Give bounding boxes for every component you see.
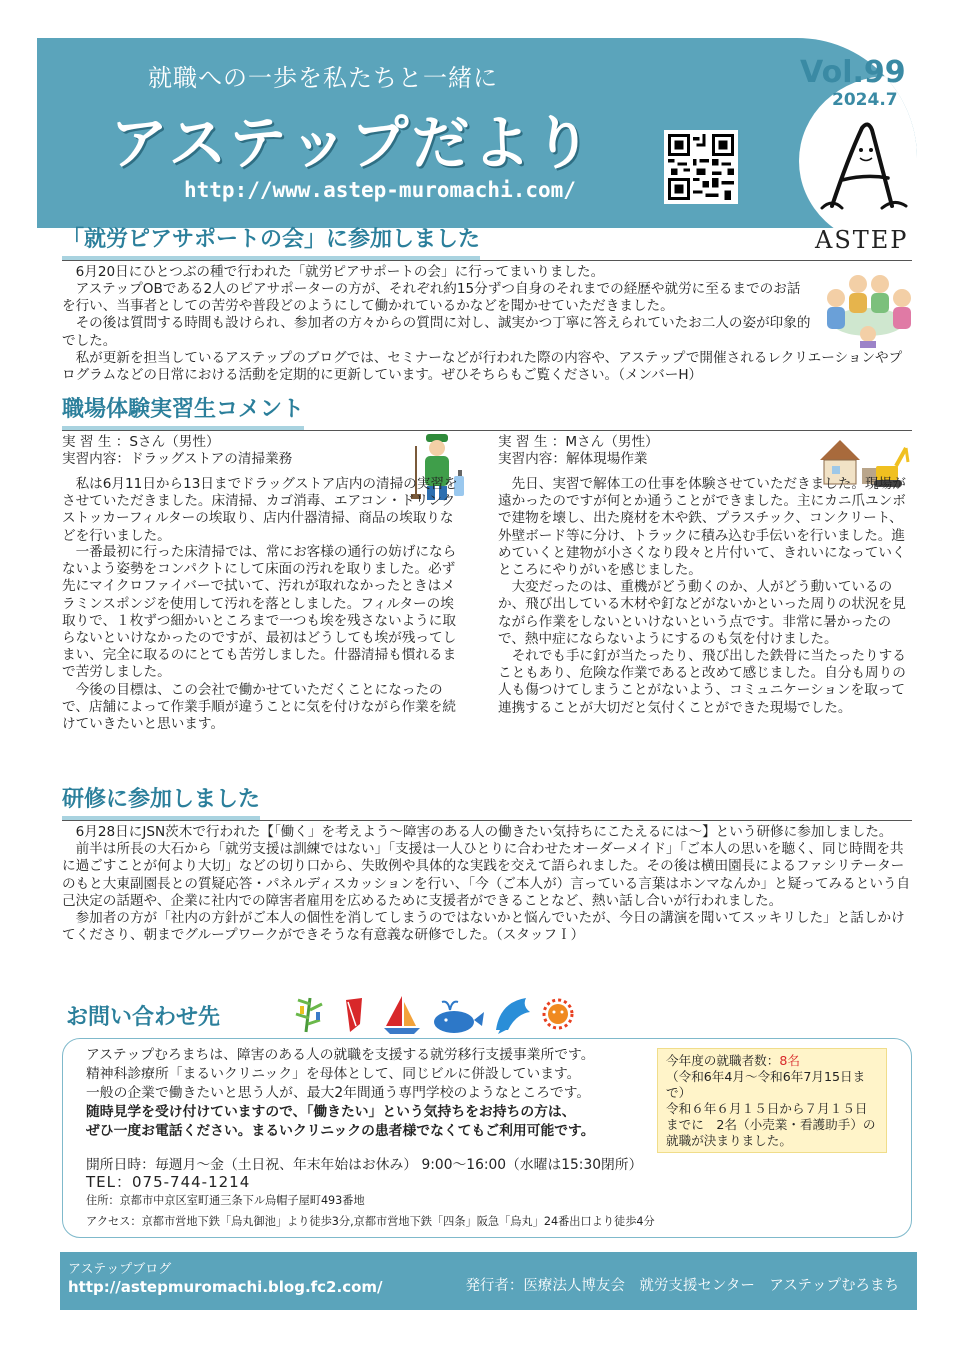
stats-label: 今年度の就職者数： (666, 1053, 780, 1068)
website-url[interactable]: http://www.astep-muromachi.com/ (184, 178, 576, 202)
access-directions: アクセス：京都市営地下鉄「烏丸御池」より徒歩3分,京都市営地下鉄「四条」阪急「烏丸」24番出口より徒歩4分 (86, 1215, 655, 1228)
blog-url[interactable]: http://astepmuromachi.blog.fc2.com/ (68, 1278, 383, 1296)
content-label: 実習内容： (62, 451, 130, 467)
divider (62, 430, 912, 431)
paragraph: 6月28日にJSN茨木で行われた【「働く」を考えよう～障害のある人の働きたい気持ちにこたえるには～】という研修に参加しました。 (75, 824, 893, 840)
summer-icons-decoration (290, 992, 580, 1036)
trainee-label: 実 習 生 ： (498, 434, 566, 450)
training-heading: 研修に参加しました (62, 786, 260, 820)
paragraph: 一番最初に行った床清掃では、常にお客様の通行の妨げにならないよう姿勢をコンパクトにして床面の汚れを取りました。必ず先にマイクロファイバーで拭いて、汚れが取れなかったときはメラミンスポンジを使用して汚れを落としました。フィルターの埃取りで、１枚ずつ細かいところまで一つも埃を残さないように取らないといけなかったのですが、最初はどうしても埃が残ってしまい、完全に取るのにとても苦労しました。什器清掃も慣れるまで苦労しました。 (62, 544, 457, 681)
workplace-heading: 職場体験実習生コメント (62, 396, 304, 430)
paragraph: 参加者の方が「社内の方針がご本人の個性を消してしまうのではないかと悩んでいたが、今日の講演を聞いてスッキリした」と話しかけてくださり、朝までグループワークができそうな有意義な研修でした。（スタッフＩ） (62, 910, 905, 944)
peer-support-heading: 「就労ピアサポートの会」に参加しました (62, 226, 480, 260)
stats-recent: 令和６年６月１５日から７月１５日までに 2名（小売業・看護助手）の就職が決まりました。 (666, 1101, 876, 1148)
footer-bar (60, 1252, 917, 1310)
blog-label: アステップブログ (68, 1262, 172, 1277)
paragraph: 前半は所長の大石から「就労支援は訓練ではない」「支援は一人ひとりに合わせたオーダーメイド」「ご本人の思いを聴く、同じ時間を共に過ごすことが何より大切」などの切り口から、失敗例や具体的な実践を交えて語られました。その後は横田園長によるファシリテーターのもと大東副園長との質疑応答・パネルディスカッションを行い、「今（ご本人が）言っている言葉はホンマなんか」と疑ってみるという自己決定の話題や、企業に社内での障害者雇用を広めるために支援者ができることなど、熱い話し合いが行われました。 (62, 841, 911, 909)
paragraph: その後は質問する時間も設けられ、参加者の方々からの質問に対し、誠実かつ丁寧に答えられていたお二人の姿が印象的でした。 (62, 315, 811, 349)
issue-date: 2024.7 (832, 90, 898, 110)
dolphin-icon (496, 998, 530, 1034)
contact-line: 精神科診療所「まるいクリニック」を母体として、同じビルに併設しています。 (86, 1066, 581, 1082)
employment-stats-box (657, 1048, 887, 1153)
telephone-number[interactable]: TEL：075-744-1214 (86, 1173, 251, 1191)
address: 住所：京都市中京区室町通三条下ル烏帽子屋町493番地 (86, 1194, 365, 1207)
paragraph: 今後の目標は、この会社で働かせていただくことになったので、店舗によって作業手順が違うことに気を付けながら作業を続けていきたいと思います。 (62, 681, 456, 733)
streamer-icon (346, 998, 362, 1032)
paragraph: アステップOBである2人のピアサポーターの方が、それぞれ約15分ずつ自身のそれまでの経歴や就労に至るまでのお話を行い、当事者としての苦労や普段どのようにして働かれているかなどを聞かせていただきました。 (62, 281, 801, 315)
paragraph: 私が更新を担当しているアステップのブログでは、セミナーなどが行われた際の内容や、アステップで開催されるレクリエーションやプログラムなどの日常における活動を定期的に更新しています。ぜひそちらもご覧ください。（メンバーH） (62, 350, 903, 384)
left-trainee-info (62, 434, 402, 468)
astep-logo: ASTEP (815, 226, 909, 254)
contact-line: 随時見学を受け付けていますので、「働きたい」という気持ちをお持ちの方は、 (86, 1104, 576, 1120)
contact-line: アステップむろまちは、障害のある人の就職を支援する就労移行支援事業所です。 (86, 1047, 595, 1063)
group-meeting-illustration (818, 262, 918, 348)
sun-icon (544, 1000, 572, 1028)
tagline: 就職への一歩を私たちと一緒に (148, 64, 498, 92)
peer-support-body (62, 281, 814, 350)
tanabata-bamboo-icon (296, 998, 322, 1032)
contact-description (86, 1046, 656, 1141)
left-comment-body (62, 544, 467, 733)
left-comment-opening (62, 476, 467, 545)
paragraph: 大変だったのは、重機がどう動くのか、人がどう動いているのか、飛び出している木材や釘などがないかといった周りの状況を見ながら作業をしないといけないという点です。非常に暑かったので、熱中症にならないようにするのも気を付けました。 (498, 579, 906, 647)
right-trainee-info (498, 434, 798, 468)
sailboat-icon (384, 996, 420, 1034)
peer-support-blog-note (62, 350, 912, 384)
paragraph: 先日、実習で解体工の仕事を体験させていただきました。現場が遠かったのですが何とか通うことができました。主にカニ爪ユンボで建物を壊し、出た廃材を木や鉄、プラスチック、コンクリート、外壁ボード等に分け、トラックに積み込む手伝いを行いました。進めていくと建物が小さくなり段々と片付いて、きれいになっていくところにやりがいを感じました。 (498, 476, 906, 579)
trainee-name: Mさん（男性） (565, 434, 659, 450)
opening-hours: 開所日時：毎週月～金（土日祝、年末年始はお休み） 9:00～16:00（水曜は15:30閉所） (86, 1157, 643, 1173)
mascot-letter-a-icon (818, 118, 908, 218)
paragraph: 私は6月11日から13日までドラッグストア店内の清掃の実習をさせていただきました。床清掃、カゴ消毒、エアコン・ドリンクストッカーフィルターの埃取り、店内什器清掃、商品の埃取りなどを行いました。 (62, 476, 458, 544)
divider (62, 260, 912, 261)
stats-period: （令和6年4月～令和6年7月15日まで） (666, 1069, 866, 1100)
divider (62, 820, 912, 821)
newsletter-title: アステップだより (110, 109, 595, 177)
paragraph: それでも手に釘が当たったり、飛び出した鉄骨に当たったりすることもあり、危険な作業であると改めて感じました。自分も周りの人も傷つけてしまうことがないよう、コミュニケーションを取って連携することが大切だと気付くことができた現場でした。 (498, 648, 906, 716)
trainee-label: 実 習 生 ： (62, 434, 130, 450)
right-comment-body (498, 476, 910, 717)
paragraph: 6月20日にひとつぶの種で行われた「就労ピアサポートの会」に行ってまいりました。 (75, 264, 605, 280)
contact-line: 一般の企業で働きたいと思う人が、最大2年間通う専門学校のようなところです。 (86, 1085, 591, 1101)
content-label: 実習内容： (498, 451, 566, 467)
volume-number: Vol.99 (800, 55, 906, 90)
publisher: 発行者：医療法人博友会 就労支援センター アステップむろまち (465, 1278, 899, 1294)
training-content: 解体現場作業 (565, 451, 648, 467)
contact-line: ぜひ一度お電話ください。まるいクリニックの患者様でなくてもご利用可能です。 (86, 1123, 595, 1139)
peer-support-intro (62, 264, 814, 281)
training-content: ドラッグストアの清掃業務 (129, 451, 293, 467)
training-body (62, 824, 912, 944)
stats-count: 8名 (779, 1053, 800, 1068)
contact-heading: お問い合わせ先 (66, 1005, 221, 1030)
whale-icon (434, 1002, 484, 1033)
qr-code-icon[interactable] (664, 130, 738, 204)
trainee-name: Sさん（男性） (129, 434, 220, 450)
